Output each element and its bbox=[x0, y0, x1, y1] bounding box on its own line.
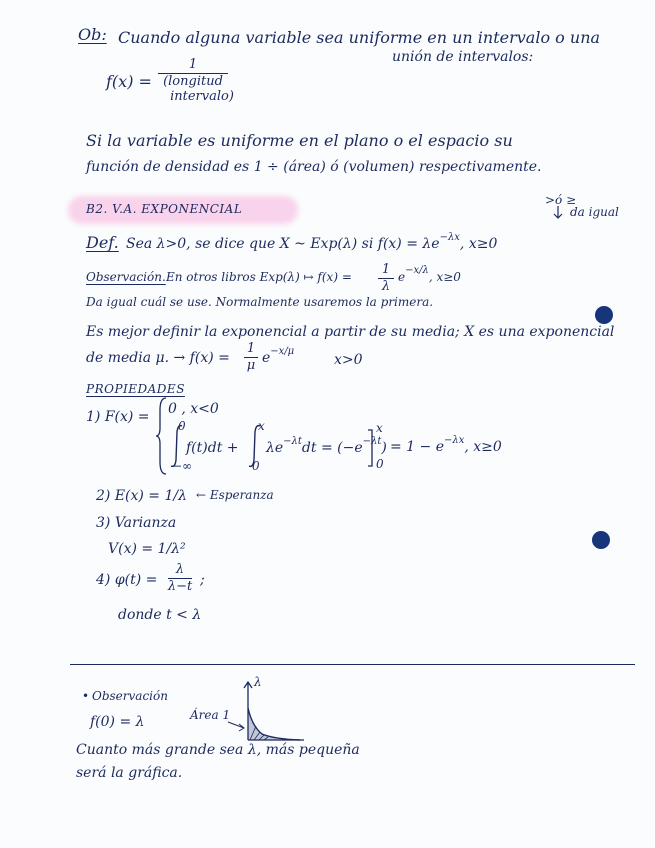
p1-bracket-close: ) bbox=[381, 440, 387, 456]
media-num: 1 bbox=[246, 341, 256, 356]
side-note-symbols: >ó ≥ bbox=[545, 193, 577, 207]
media-den: μ bbox=[246, 358, 256, 374]
obs2-line2: será la gráfica. bbox=[76, 765, 183, 781]
p1-label: 1) F(x) = bbox=[86, 409, 150, 425]
p1-int2-body: λe bbox=[266, 440, 284, 456]
p3: 3) Varianza bbox=[96, 515, 177, 531]
obs2-area-label: Área 1 bbox=[190, 708, 231, 722]
note-text: Cuando alguna variable sea uniforme en un intervalo o una bbox=[118, 28, 601, 47]
exponential-sketch bbox=[226, 675, 306, 748]
definition-label: Def. bbox=[86, 233, 119, 252]
media-fraction bbox=[244, 342, 258, 374]
definition-tail: , x≥0 bbox=[459, 236, 498, 252]
obs1-text: En otros libros Exp(λ) ↦ f(x) = bbox=[166, 270, 352, 284]
obs1-label: Observación. bbox=[86, 270, 166, 284]
p1-int2-upper: x bbox=[258, 419, 265, 433]
obs1-den: λ bbox=[381, 279, 391, 295]
p4-num: λ bbox=[175, 562, 185, 577]
p4-label: 4) φ(t) = bbox=[96, 572, 158, 588]
note-text-cont: unión de intervalos: bbox=[392, 49, 534, 65]
p3-formula: V(x) = 1/λ² bbox=[108, 541, 186, 557]
p1-int-upper: 0 bbox=[178, 419, 186, 433]
binder-hole-top bbox=[595, 306, 613, 324]
para1-line2: función de densidad es 1 ÷ (área) ó (volumen) respectivamente. bbox=[86, 159, 542, 175]
note-den2: intervalo) bbox=[170, 88, 234, 104]
side-note-arrow bbox=[553, 206, 563, 220]
obs1-exp: −x/λ bbox=[405, 265, 429, 276]
eval-bracket bbox=[368, 428, 374, 468]
obs1-line2: Da igual cuál se use. Normalmente usaremos la primera. bbox=[86, 295, 434, 309]
p1-int-body: f(t)dt + bbox=[186, 440, 239, 456]
p1-result bbox=[390, 435, 502, 455]
p1-result-main: = 1 − e bbox=[390, 439, 445, 455]
media-exp-term bbox=[262, 346, 295, 366]
p4-where: donde t < λ bbox=[118, 607, 202, 623]
p1-bracket-upper: x bbox=[376, 421, 383, 435]
media-line2: de media μ. → f(x) = bbox=[86, 350, 230, 366]
p1-int2-exp2: −λt bbox=[362, 436, 382, 447]
binder-hole-bottom bbox=[592, 531, 610, 549]
p4-fraction bbox=[168, 563, 192, 595]
obs1-num: 1 bbox=[381, 262, 391, 277]
note-fraction bbox=[158, 57, 234, 104]
definition-exp: −λx bbox=[439, 232, 460, 243]
p2: 2) E(x) = 1/λ bbox=[96, 488, 187, 504]
divider bbox=[70, 664, 635, 665]
media-e: e bbox=[262, 350, 271, 366]
definition-body: Sea λ>0, se dice que X ~ Exp(λ) si f(x) = λe bbox=[126, 236, 440, 252]
p1-bracket-lower: 0 bbox=[376, 457, 384, 471]
note-num: 1 bbox=[188, 57, 198, 72]
side-note-text: da igual bbox=[570, 205, 619, 219]
obs2-f0: f(0) = λ bbox=[90, 714, 145, 730]
media-exp: −x/μ bbox=[270, 346, 295, 357]
obs1-tail: , x≥0 bbox=[428, 270, 461, 284]
properties-heading: PROPIEDADES bbox=[86, 382, 185, 396]
p2-note: ← Esperanza bbox=[196, 488, 274, 502]
p1-result-exp: −λx bbox=[444, 435, 465, 446]
obs2-label: Observación bbox=[92, 689, 168, 703]
para1-line1: Si la variable es uniforme en el plano o el espacio su bbox=[86, 131, 513, 150]
p4-tail: ; bbox=[200, 572, 205, 588]
p1-result-tail: , x≥0 bbox=[464, 439, 502, 455]
p4-den: λ−t bbox=[167, 579, 193, 595]
section-heading: B2. V.A. EXPONENCIAL bbox=[86, 202, 243, 216]
note-den1: (longitud bbox=[163, 74, 223, 90]
media-tail: x>0 bbox=[334, 352, 363, 368]
obs1-e: e bbox=[398, 270, 406, 284]
media-line1: Es mejor definir la exponencial a partir de su media; X es una exponencial bbox=[86, 324, 615, 340]
p1-int2-exp: −λt bbox=[283, 436, 302, 447]
definition-text bbox=[126, 232, 498, 252]
p1-case1: 0 , x<0 bbox=[168, 401, 219, 417]
obs1-fraction bbox=[378, 263, 394, 295]
note-label: Ob: bbox=[78, 25, 107, 44]
note-fx: f(x) = bbox=[106, 72, 152, 91]
piecewise-brace bbox=[156, 396, 168, 476]
obs2-bullet: • bbox=[82, 689, 90, 703]
p1-int2-lower: 0 bbox=[252, 459, 260, 473]
p1-int2-dt: dt = (−e bbox=[301, 440, 363, 456]
obs2-axis-label: λ bbox=[254, 675, 262, 689]
p1-int-lower: −∞ bbox=[172, 459, 193, 473]
obs2-line1: Cuanto más grande sea λ, más pequeña bbox=[76, 742, 360, 758]
